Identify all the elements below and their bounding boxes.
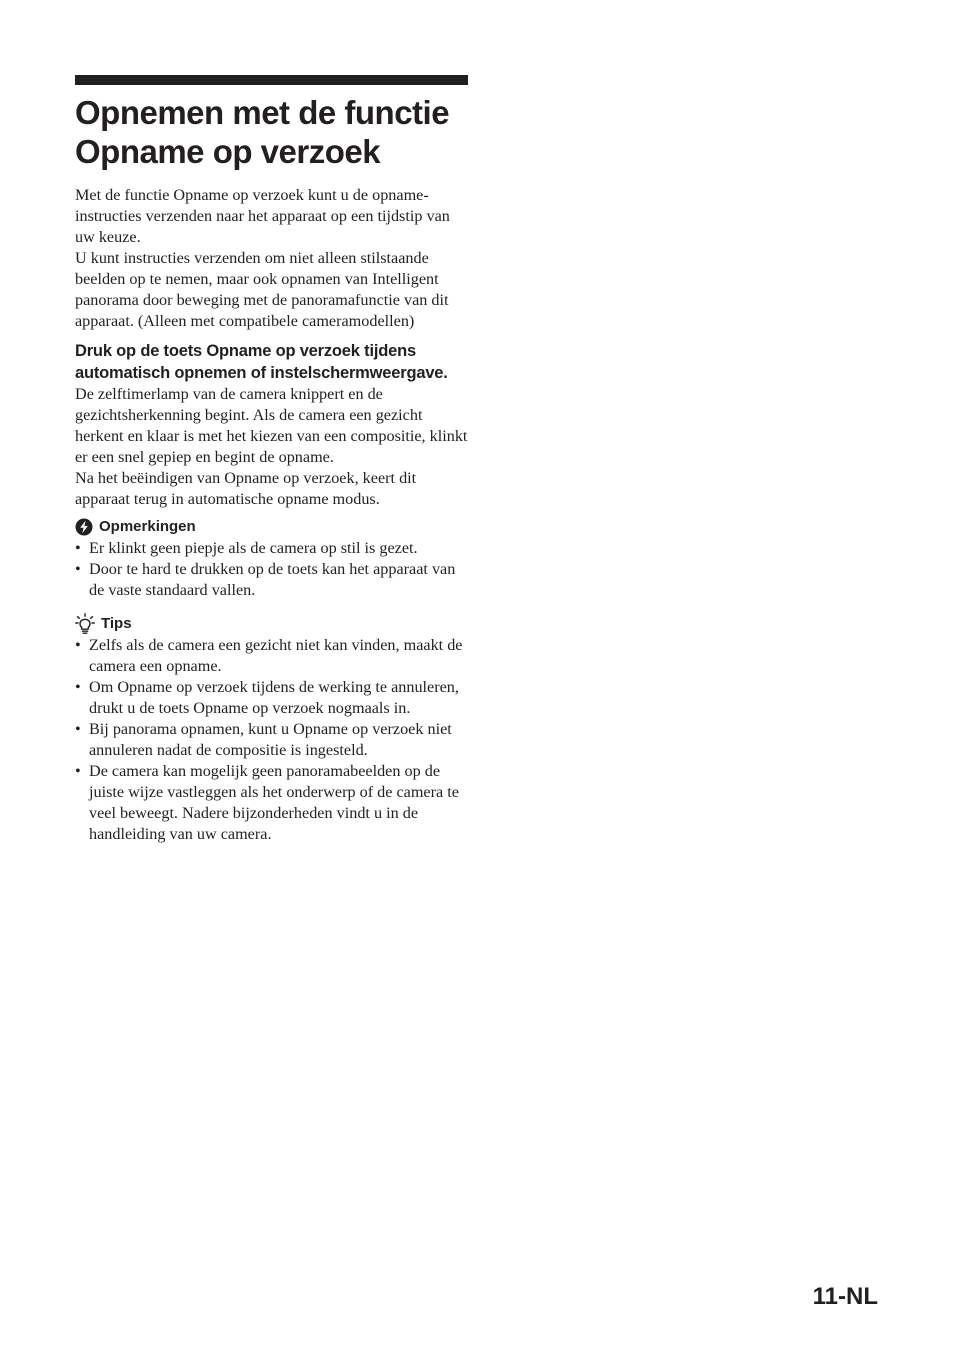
intro-paragraph: U kunt instructies verzenden om niet alleen stilstaande beelden op te nemen, maar ook opnamen van Intelligent panorama door beweging met de panoramafunctie van dit apparaat. (Alleen met compatibele cameramodellen) bbox=[75, 249, 449, 330]
list-item-text: Zelfs als de camera een gezicht niet kan vinden, maakt de camera een opname. bbox=[89, 636, 463, 675]
list-item: • Om Opname op verzoek tijdens de werking te annuleren, drukt u de toets Opname op verzoek nogmaals in. bbox=[75, 678, 459, 717]
list-item: • De camera kan mogelijk geen panoramabeelden op de juiste wijze vastleggen als het onderwerp of de camera te veel beweegt. Nadere bijzonderheden vindt u in de handleiding van uw camera. bbox=[75, 762, 459, 843]
list-item: • Bij panorama opnamen, kunt u Opname op verzoek niet annuleren nadat de compositie is ingesteld. bbox=[75, 720, 452, 759]
tips-heading-label: Tips bbox=[101, 615, 132, 632]
step-paragraph: De zelftimerlamp van de camera knippert en de gezichtsherkenning begint. Als de camera een gezicht herkent en klaar is met het kiezen van een compositie, klinkt er een snel gepiep en begint de opname. bbox=[75, 385, 468, 466]
intro-text bbox=[75, 185, 468, 332]
list-item: • Zelfs als de camera een gezicht niet kan vinden, maakt de camera een opname. bbox=[75, 636, 463, 675]
step-paragraph: Na het beëindigen van Opname op verzoek, keert dit apparaat terug in automatische opname modus. bbox=[75, 469, 417, 508]
list-item-text: De camera kan mogelijk geen panoramabeelden op de juiste wijze vastleggen als het onderwerp of de camera te veel beweegt. Nadere bijzonderheden vindt u in de handleiding van uw camera. bbox=[89, 762, 459, 843]
notes-list bbox=[75, 538, 468, 601]
page-title: Opnemen met de functie Opname op verzoek bbox=[75, 94, 450, 170]
tips-heading bbox=[75, 613, 468, 635]
notes-heading bbox=[75, 516, 468, 538]
list-item: • Er klinkt geen piepje als de camera op stil is gezet. bbox=[75, 539, 418, 557]
intro-paragraph: Met de functie Opname op verzoek kunt u de opname-instructies verzenden naar het apparaat op een tijdstip van uw keuze. bbox=[75, 186, 450, 246]
notes-heading-label: Opmerkingen bbox=[99, 518, 196, 535]
step-body bbox=[75, 384, 468, 510]
list-item-text: Door te hard te drukken op de toets kan het apparaat van de vaste standaard vallen. bbox=[89, 560, 456, 599]
list-item: • Door te hard te drukken op de toets kan het apparaat van de vaste standaard vallen. bbox=[75, 560, 456, 599]
list-item-text: Er klinkt geen piepje als de camera op stil is gezet. bbox=[89, 539, 418, 557]
page-number: 11-NL bbox=[812, 1283, 878, 1310]
list-item-text: Om Opname op verzoek tijdens de werking te annuleren, drukt u de toets Opname op verzoek nogmaals in. bbox=[89, 678, 459, 717]
caution-icon bbox=[75, 518, 93, 536]
lightbulb-icon bbox=[75, 613, 95, 635]
step-heading: Druk op de toets Opname op verzoek tijdens automatisch opnemen of instelschermweergave. bbox=[75, 342, 448, 382]
content-column bbox=[75, 75, 468, 845]
title-rule bbox=[75, 75, 468, 85]
tips-list bbox=[75, 635, 468, 845]
list-item-text: Bij panorama opnamen, kunt u Opname op verzoek niet annuleren nadat de compositie is ingesteld. bbox=[89, 720, 452, 759]
